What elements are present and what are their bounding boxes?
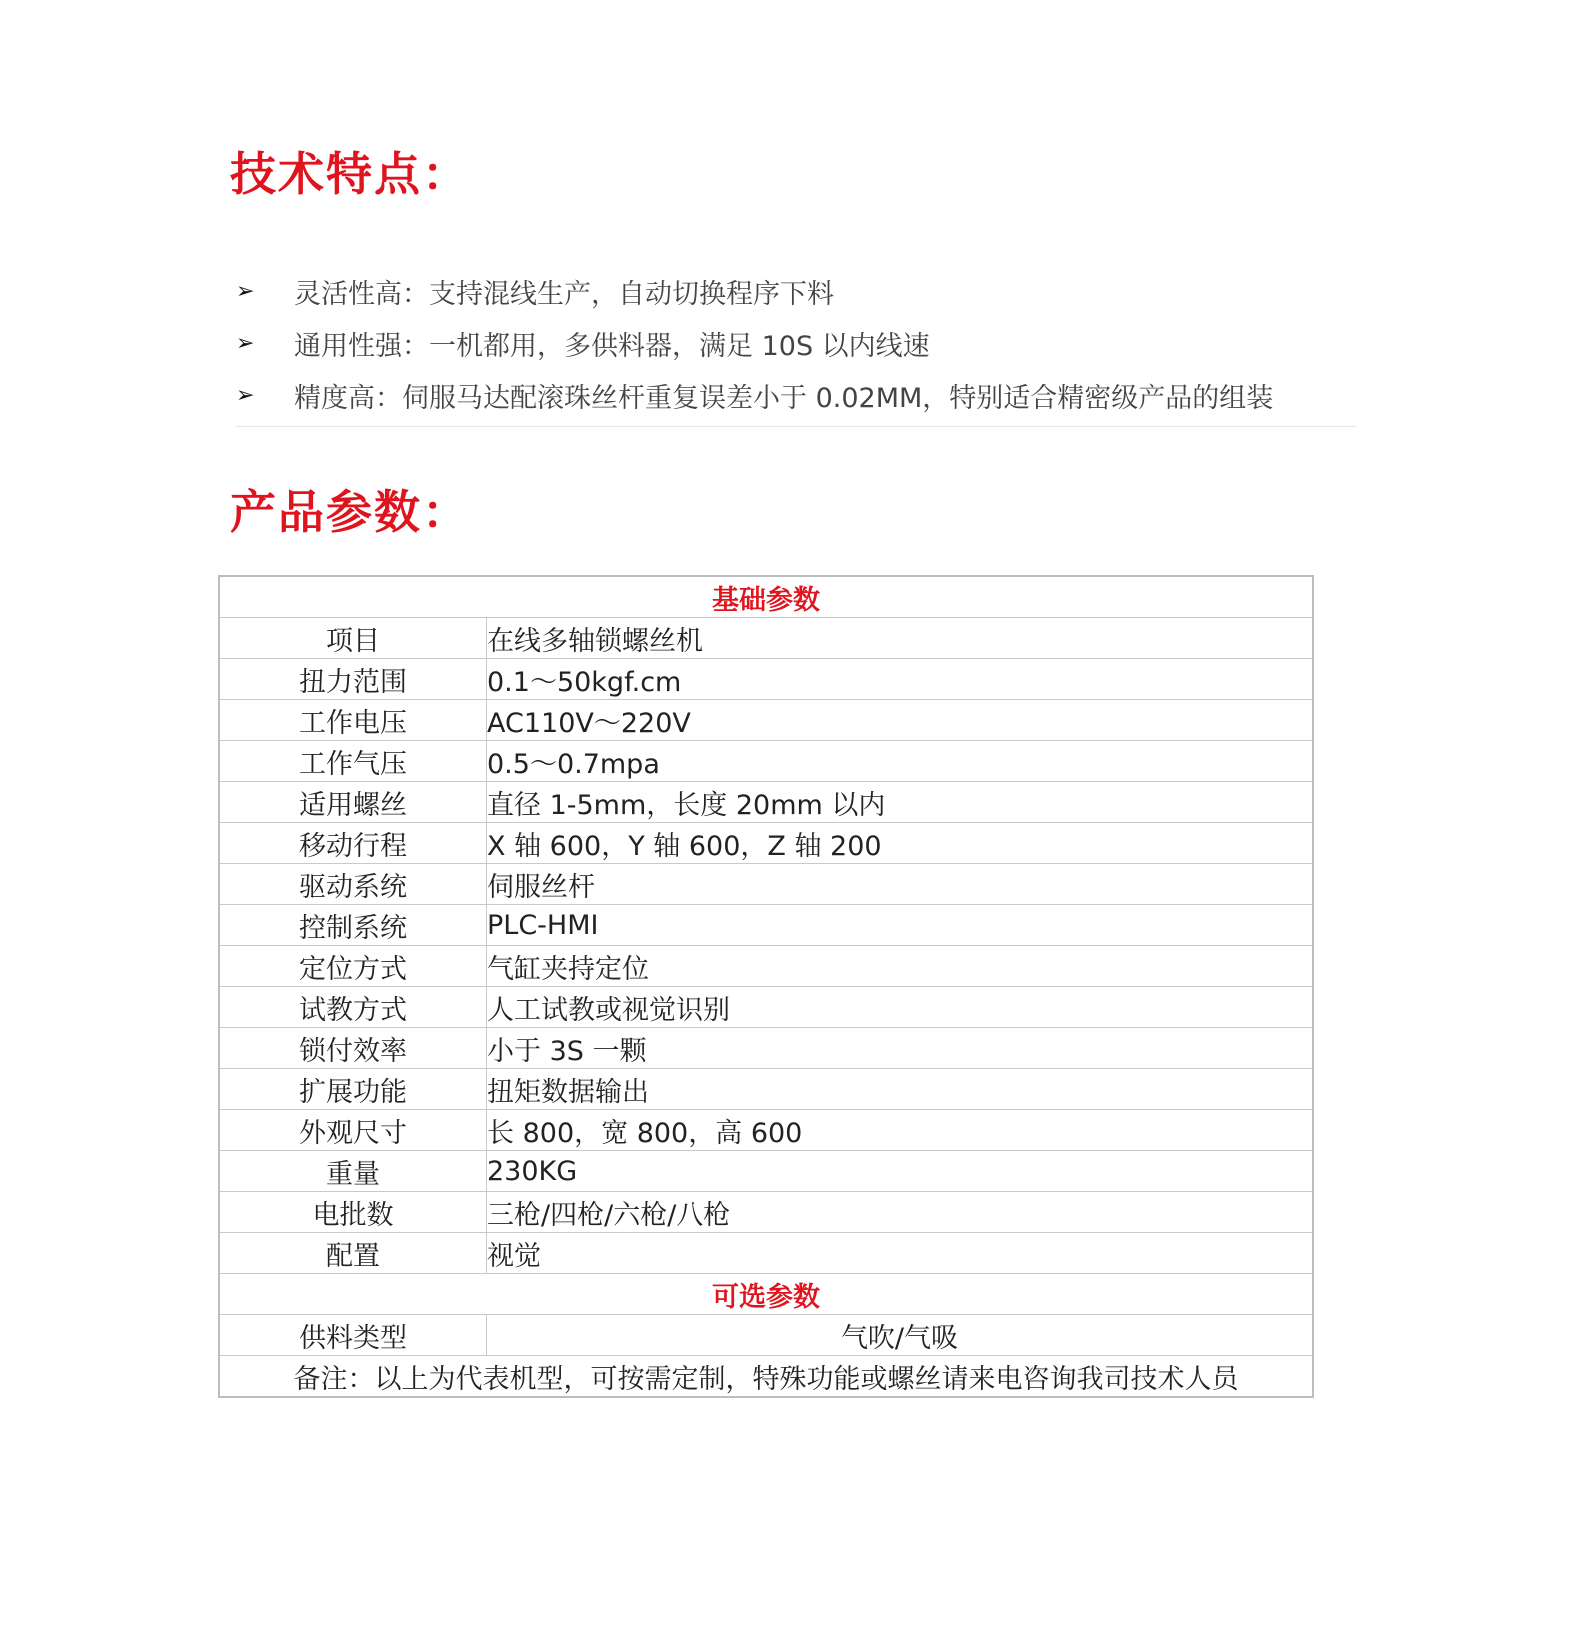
param-key: 锁付效率 xyxy=(219,1028,487,1069)
table-row xyxy=(219,700,1313,741)
features-list xyxy=(236,265,1356,421)
param-value: X 轴 600，Y 轴 600，Z 轴 200 xyxy=(487,823,1314,864)
param-key: 工作电压 xyxy=(219,700,487,741)
table-row xyxy=(219,1233,1313,1274)
param-value: 0.1～50kgf.cm xyxy=(487,659,1314,700)
param-value: 长 800，宽 800，高 600 xyxy=(487,1110,1314,1151)
table-row xyxy=(219,987,1313,1028)
param-key: 适用螺丝 xyxy=(219,782,487,823)
param-value: 三枪/四枪/六枪/八枪 xyxy=(487,1192,1314,1233)
param-key: 驱动系统 xyxy=(219,864,487,905)
table-note: 备注：以上为代表机型，可按需定制，特殊功能或螺丝请来电咨询我司技术人员 xyxy=(219,1356,1313,1398)
param-key: 配置 xyxy=(219,1233,487,1274)
param-key: 扩展功能 xyxy=(219,1069,487,1110)
table-row xyxy=(219,782,1313,823)
table-row xyxy=(219,659,1313,700)
param-value: AC110V～220V xyxy=(487,700,1314,741)
param-value: 直径 1-5mm，长度 20mm 以内 xyxy=(487,782,1314,823)
param-key: 外观尺寸 xyxy=(219,1110,487,1151)
param-key: 定位方式 xyxy=(219,946,487,987)
table-row xyxy=(219,905,1313,946)
table-row xyxy=(219,1315,1313,1356)
param-value: 在线多轴锁螺丝机 xyxy=(487,618,1314,659)
feature-item xyxy=(236,317,1356,369)
feature-text: 精度高：伺服马达配滚珠丝杆重复误差小于 0.02MM，特别适合精密级产品的组装 xyxy=(294,382,1274,414)
table-row xyxy=(219,1274,1313,1315)
table-row xyxy=(219,1192,1313,1233)
param-value: 小于 3S 一颗 xyxy=(487,1028,1314,1069)
param-key: 电批数 xyxy=(219,1192,487,1233)
table-row xyxy=(219,1356,1313,1398)
param-key: 工作气压 xyxy=(219,741,487,782)
param-value: 气吹/气吸 xyxy=(487,1315,1314,1356)
params-table xyxy=(218,575,1314,1398)
optional-params-header: 可选参数 xyxy=(219,1274,1313,1315)
param-key: 扭力范围 xyxy=(219,659,487,700)
param-value: 伺服丝杆 xyxy=(487,864,1314,905)
table-row xyxy=(219,1069,1313,1110)
param-key: 试教方式 xyxy=(219,987,487,1028)
param-value: 230KG xyxy=(487,1151,1314,1192)
table-row xyxy=(219,1151,1313,1192)
param-key: 供料类型 xyxy=(219,1315,487,1356)
arrow-bullet-icon: ➢ xyxy=(236,382,255,408)
table-row xyxy=(219,618,1313,659)
table-row xyxy=(219,946,1313,987)
param-key: 移动行程 xyxy=(219,823,487,864)
param-value: PLC-HMI xyxy=(487,905,1314,946)
table-row xyxy=(219,1110,1313,1151)
arrow-bullet-icon: ➢ xyxy=(236,278,255,304)
param-key: 项目 xyxy=(219,618,487,659)
feature-text: 灵活性高：支持混线生产，自动切换程序下料 xyxy=(294,278,834,310)
params-title: 产品参数： xyxy=(230,485,470,539)
table-row xyxy=(219,864,1313,905)
features-title: 技术特点： xyxy=(230,147,470,201)
param-value: 气缸夹持定位 xyxy=(487,946,1314,987)
feature-item xyxy=(236,265,1356,317)
table-row xyxy=(219,823,1313,864)
param-value: 人工试教或视觉识别 xyxy=(487,987,1314,1028)
basic-params-header: 基础参数 xyxy=(219,576,1313,618)
param-value: 视觉 xyxy=(487,1233,1314,1274)
table-row xyxy=(219,1028,1313,1069)
arrow-bullet-icon: ➢ xyxy=(236,330,255,356)
table-row xyxy=(219,576,1313,618)
param-value: 扭矩数据输出 xyxy=(487,1069,1314,1110)
param-key: 重量 xyxy=(219,1151,487,1192)
param-value: 0.5～0.7mpa xyxy=(487,741,1314,782)
feature-text: 通用性强：一机都用，多供料器，满足 10S 以内线速 xyxy=(294,330,930,362)
feature-item xyxy=(236,369,1356,421)
param-key: 控制系统 xyxy=(219,905,487,946)
section-divider xyxy=(236,426,1356,427)
table-row xyxy=(219,741,1313,782)
